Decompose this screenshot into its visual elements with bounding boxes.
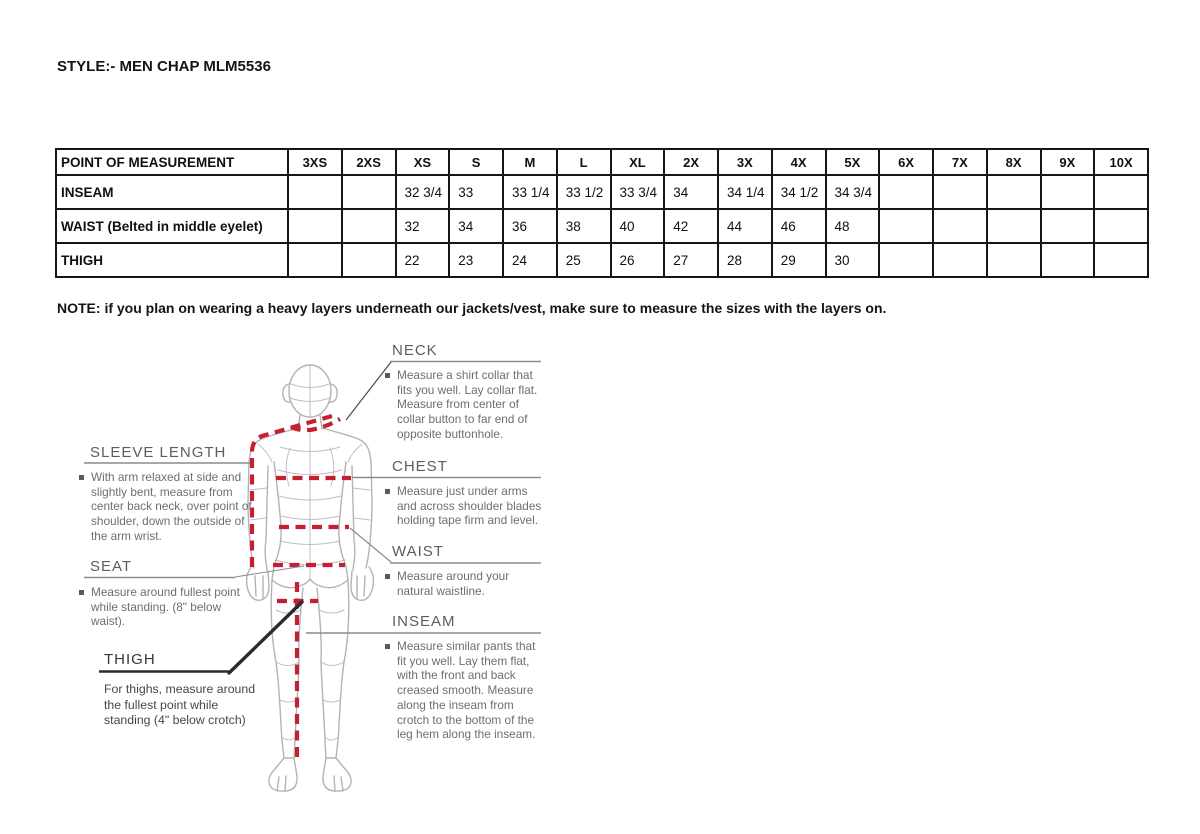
col-header-point-of-measurement: POINT OF MEASUREMENT [56,149,288,175]
cell: 38 [557,209,611,243]
page-title: STYLE:- MEN CHAP MLM5536 [57,58,271,75]
col-header-4x: 4X [772,149,826,175]
cell: 25 [557,243,611,277]
cell [342,209,396,243]
table-row-thigh [56,243,1148,277]
size-chart-table [55,148,1149,278]
seat-heading: SEAT [90,558,133,575]
col-header-2xs: 2XS [342,149,396,175]
inseam-description: Measure similar pants that fit you well. Lay them flat, with the front and back creased smooth. Measure along the inseam from crotch to the bottom of the leg hem along the inseam. [385,639,547,742]
waist-heading: WAIST [392,543,444,560]
cell: 34 1/4 [718,175,772,209]
cell: 29 [772,243,826,277]
cell [342,175,396,209]
cell: 33 1/2 [557,175,611,209]
cell: 33 [449,175,503,209]
sleeve-measure-line [252,416,332,568]
table-header-row [56,149,1148,175]
cell: 28 [718,243,772,277]
cell: 36 [503,209,557,243]
cell: 44 [718,209,772,243]
cell [1094,209,1148,243]
chest-description: Measure just under arms and across shoulder blades holding tape firm and level. [385,484,547,528]
cell: 22 [396,243,450,277]
sleeve-length-heading: SLEEVE LENGTH [90,444,227,461]
cell: 48 [826,209,880,243]
col-header-3xs: 3XS [288,149,342,175]
cell [987,209,1041,243]
seat-description: Measure around fullest point while standing. (8" below waist). [79,585,247,629]
cell: 34 [449,209,503,243]
cell [879,209,933,243]
cell: 40 [611,209,665,243]
cell [933,243,987,277]
cell [1041,175,1095,209]
bullet-icon [385,489,390,494]
cell: 32 [396,209,450,243]
cell [933,209,987,243]
cell [342,243,396,277]
cell: 46 [772,209,826,243]
neck-measure-line [291,419,340,430]
cell: 26 [611,243,665,277]
waist-description: Measure around your natural waistline. [385,569,547,598]
col-header-2x: 2X [664,149,718,175]
col-header-l: L [557,149,611,175]
col-header-xl: XL [611,149,665,175]
bullet-icon [385,373,390,378]
cell [987,175,1041,209]
col-header-3x: 3X [718,149,772,175]
cell: 27 [664,243,718,277]
cell: 24 [503,243,557,277]
chest-heading: CHEST [392,458,448,475]
row-label: INSEAM [56,175,288,209]
cell: 34 3/4 [826,175,880,209]
bullet-icon [385,644,390,649]
cell: 33 1/4 [503,175,557,209]
col-header-s: S [449,149,503,175]
inseam-heading: INSEAM [392,613,456,630]
col-header-8x: 8X [987,149,1041,175]
bullet-icon [79,590,84,595]
table-row-waist [56,209,1148,243]
seat-connector-line [235,566,304,577]
cell: 30 [826,243,880,277]
col-header-6x: 6X [879,149,933,175]
thigh-description: For thighs, measure around the fullest point while standing (4" below crotch) [104,682,256,727]
col-header-7x: 7X [933,149,987,175]
col-header-9x: 9X [1041,149,1095,175]
table-row-inseam [56,175,1148,209]
waist-connector-line [350,528,391,562]
cell [879,243,933,277]
row-label: WAIST (Belted in middle eyelet) [56,209,288,243]
col-header-10x: 10X [1094,149,1148,175]
cell [987,243,1041,277]
cell: 34 1/2 [772,175,826,209]
col-header-5x: 5X [826,149,880,175]
cell [933,175,987,209]
cell [1094,243,1148,277]
cell [288,209,342,243]
col-header-m: M [503,149,557,175]
bullet-icon [385,574,390,579]
cell [1094,175,1148,209]
cell [288,243,342,277]
cell [288,175,342,209]
cell [879,175,933,209]
row-label: THIGH [56,243,288,277]
thigh-heading: THIGH [104,651,156,668]
col-header-xs: XS [396,149,450,175]
sleeve-length-description: With arm relaxed at side and slightly bent, measure from center back neck, over point of shoulder, down the outside of the arm wrist. [79,470,259,544]
cell [1041,209,1095,243]
neck-description: Measure a shirt collar that fits you well. Lay collar flat. Measure from center of collar button to far end of opposite buttonhole. [385,368,547,442]
cell: 34 [664,175,718,209]
cell: 23 [449,243,503,277]
cell: 33 3/4 [611,175,665,209]
bullet-icon [79,475,84,480]
figure-illustration [247,365,374,791]
note-text: NOTE: if you plan on wearing a heavy layers underneath our jackets/vest, make sure to measure the sizes with the layers on. [57,300,887,316]
cell: 42 [664,209,718,243]
neck-heading: NECK [392,342,438,359]
cell [1041,243,1095,277]
cell: 32 3/4 [396,175,450,209]
